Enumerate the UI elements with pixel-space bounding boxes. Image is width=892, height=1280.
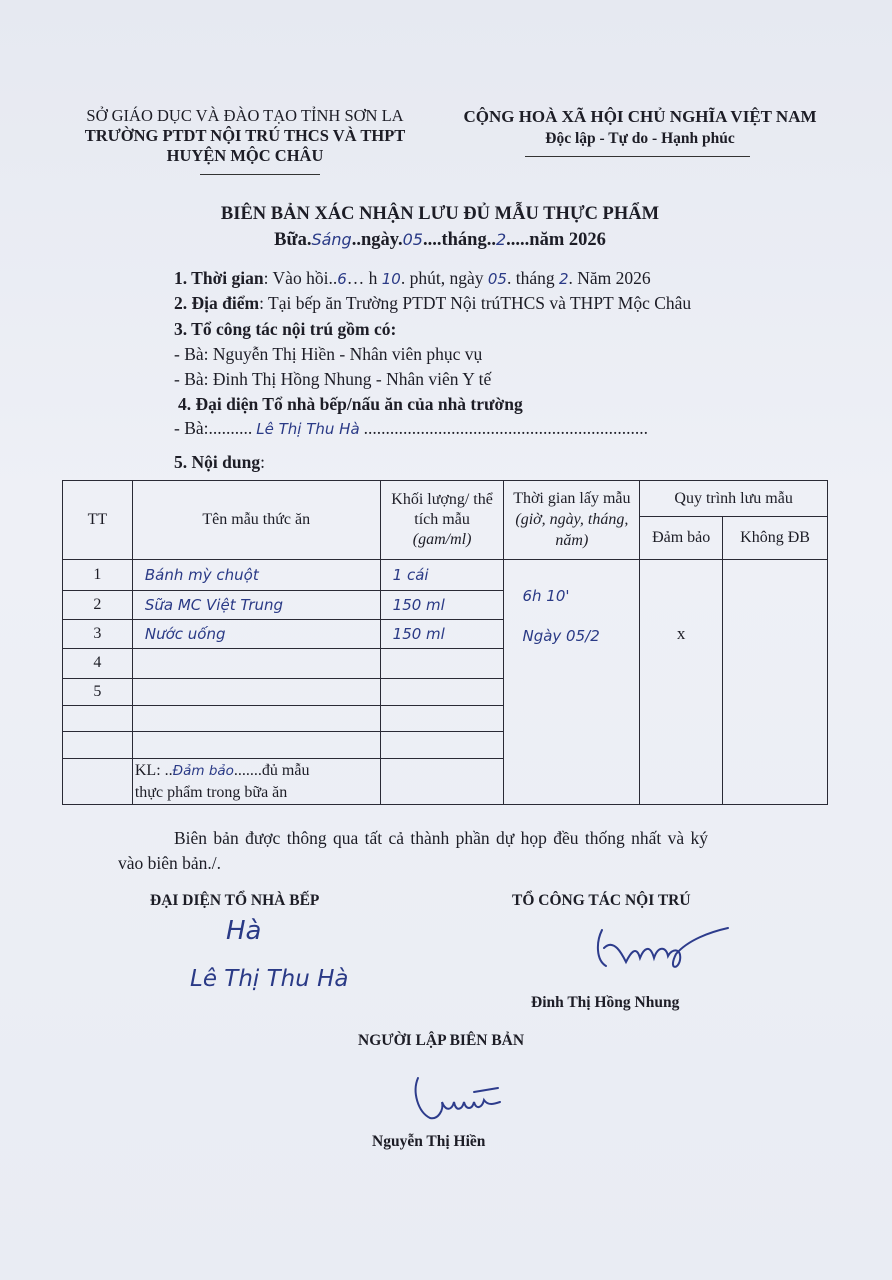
closing-line-2: vào biên bản./. [118, 853, 222, 873]
kitchen-sign-title: ĐẠI DIỆN TỔ NHÀ BẾP [150, 892, 320, 909]
row-5-tt: 5 [63, 678, 133, 705]
section-content-colon: : [260, 452, 265, 472]
team-member-1: - Bà: Nguyễn Thị Hiền - Nhân viên phục vụ [174, 344, 483, 364]
section-content-label: 5. Nội dung [174, 452, 261, 472]
time-text-e: . Năm 2026 [568, 268, 651, 288]
row-7-tt [63, 732, 133, 758]
conclusion-cell [132, 758, 380, 805]
day-handwritten: 05 [402, 230, 423, 249]
head-time-format: (giờ, ngày, tháng, năm) [515, 511, 629, 550]
head-volume-text: Khối lượng/ thể tích mẫu [391, 490, 493, 528]
section-team-label: 3. Tổ công tác nội trú gồm có: [174, 319, 397, 339]
section-kitchen-label: 4. Đại diện Tổ nhà bếp/nấu ăn của nhà trường [178, 394, 523, 414]
section-location [174, 293, 691, 314]
boarding-sign-title: TỔ CÔNG TÁC NỘI TRÚ [512, 892, 691, 909]
section-time [174, 268, 651, 289]
section-content [174, 452, 265, 473]
minute-handwritten: 10 [381, 270, 401, 288]
row-2-tt: 2 [63, 591, 133, 620]
row-6-tt [63, 706, 133, 732]
sample-time-hour: 6h 10' [522, 586, 570, 605]
kitchen-handwritten-name: Lê Thị Thu Hà [190, 966, 349, 992]
row-3-volume: 150 ml [380, 620, 504, 648]
sample-table [62, 480, 828, 805]
hour-handwritten: 6 [337, 270, 347, 288]
date-day-handwritten: 05 [487, 270, 507, 288]
month-prefix: ....tháng.. [422, 230, 496, 250]
row-7-volume [380, 732, 504, 758]
document-title: BIÊN BẢN XÁC NHẬN LƯU ĐỦ MẪU THỰC PHẨM [220, 204, 660, 224]
kitchen-rep-prefix: - Bà:.......... [174, 418, 253, 438]
national-header [455, 106, 825, 150]
boarding-signer-name: Đinh Thị Hồng Nhung [531, 994, 680, 1011]
time-text-b: … h [346, 268, 382, 288]
boarding-signature-image [592, 918, 732, 974]
row-1-tt: 1 [63, 559, 133, 590]
kl-volume [380, 758, 504, 805]
row-3-tt: 3 [63, 620, 133, 648]
head-process: Quy trình lưu mẫu [640, 481, 828, 517]
national-motto: Độc lập - Tự do - Hạnh phúc [545, 130, 735, 147]
row-1-food: Bánh mỳ chuột [132, 559, 380, 590]
row-6-food [132, 706, 380, 732]
conclusion-suffix: .......đủ mẫu [233, 761, 310, 779]
head-time [504, 481, 640, 560]
head-food-name: Tên mẫu thức ăn [132, 481, 380, 560]
section-location-label: 2. Địa điểm [174, 293, 260, 313]
team-member-2: - Bà: Đinh Thị Hồng Nhung - Nhân viên Y tế [174, 369, 492, 389]
kitchen-rep-handwritten: Lê Thị Thu Hà [256, 420, 360, 438]
time-text-d: . tháng [506, 268, 559, 288]
kitchen-rep-line [174, 418, 648, 439]
time-text-c: . phút, ngày [400, 268, 488, 288]
document-subtitle [60, 230, 820, 251]
year-text: .....năm 2026 [506, 230, 606, 250]
national-title: CỘNG HOÀ XÃ HỘI CHỦ NGHĨA VIỆT NAM [463, 107, 817, 126]
head-volume [380, 481, 504, 560]
month-handwritten: 2 [495, 230, 507, 249]
row-2-volume: 150 ml [380, 591, 504, 620]
agency-header [40, 106, 450, 166]
day-prefix: ..ngày. [351, 230, 403, 250]
ok-mark: x [676, 623, 686, 643]
agency-line-3: HUYỆN MỘC CHÂU [166, 146, 324, 165]
time-text-a: : Vào hồi.. [263, 268, 338, 288]
ok-mark-cell [640, 559, 723, 804]
row-6-volume [380, 706, 504, 732]
row-3-food: Nước uống [132, 620, 380, 648]
row-2-food: Sữa MC Việt Trung [132, 591, 380, 620]
agency-line-2: TRƯỜNG PTDT NỘI TRÚ THCS VÀ THPT [84, 126, 406, 145]
agency-line-1: SỞ GIÁO DỤC VÀ ĐÀO TẠO TỈNH SƠN LA [86, 106, 404, 125]
meal-handwritten: Sáng [311, 230, 352, 249]
row-4-volume [380, 648, 504, 678]
head-time-text: Thời gian lấy mẫu [513, 490, 631, 508]
sample-time-date: Ngày 05/2 [522, 626, 600, 645]
row-4-food [132, 648, 380, 678]
row-4-tt: 4 [63, 648, 133, 678]
closing-line-1: Biên bản được thông qua tất cả thành phần dự họp đều thống nhất và ký [174, 828, 709, 848]
sample-time-cell [504, 559, 640, 804]
kl-tt [63, 758, 133, 805]
not-ok-cell [723, 559, 828, 804]
conclusion-handwritten: Đảm bảo [172, 762, 234, 779]
creator-signer-name: Nguyễn Thị Hiền [372, 1133, 486, 1150]
head-tt: TT [63, 481, 133, 560]
section-location-text: : Tại bếp ăn Trường PTDT Nội trúTHCS và THPT Mộc Châu [259, 293, 692, 313]
agency-underline [200, 174, 320, 175]
conclusion-line-2: thực phẩm trong bữa ăn [134, 783, 288, 801]
motto-underline [525, 156, 750, 157]
head-ok: Đảm bảo [640, 517, 723, 559]
meal-prefix: Bữa. [274, 230, 312, 250]
creator-sign-title: NGƯỜI LẬP BIÊN BẢN [358, 1032, 525, 1049]
row-5-volume [380, 678, 504, 705]
kitchen-rep-suffix: ................................................................. [363, 418, 649, 438]
date-month-handwritten: 2 [558, 270, 569, 288]
row-5-food [132, 678, 380, 705]
section-time-label: 1. Thời gian [174, 268, 264, 288]
head-not-ok: Không ĐB [723, 517, 828, 559]
head-volume-unit: (gam/ml) [412, 530, 472, 548]
row-1-volume: 1 cái [380, 559, 504, 590]
conclusion-prefix: KL: .. [134, 761, 173, 779]
row-7-food [132, 732, 380, 758]
creator-signature-image [404, 1072, 504, 1126]
kitchen-signature: Hà [226, 916, 262, 946]
